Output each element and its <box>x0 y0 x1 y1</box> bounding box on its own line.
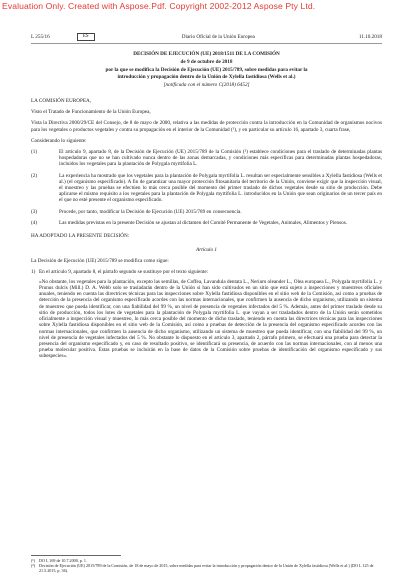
footnote-number: (¹) <box>31 558 35 563</box>
recital-text: El artículo 9, apartado 8, de la Decisión de Ejecución (UE) 2015/789 de la Comisión (²) establece condiciones para el traslado de determinadas plantas hospedadoras que no se han cultivado nunca dentro de las zonas demarcadas, y condiciones más específicas para determinadas plantas hospedadoras, incluidos los vegetales para la plantación de Polygala myrtifolia L. <box>59 149 382 168</box>
adoption-statement: HA ADOPTADO LA PRESENTE DECISIÓN: <box>31 233 130 240</box>
recital-1 <box>31 149 382 168</box>
article-intro: La Decisión de Ejecución (UE) 2015/789 se modifica como sigue: <box>31 258 169 265</box>
commission-heading: LA COMISIÓN EUROPEA, <box>31 98 92 105</box>
amendment-quote: «No obstante, los vegetales para la plantación, excepto las semillas, de Coffea, Lavandula dentata L., Nerium oleander L., Olea europaea L., Polygala myrtifolia L. y Prunus dulcis (Mill.) D. A. Webb solo se trasladarán dentro de la Unión si han sido cultivados en un sitio que está sujeto a inspecciones y muestreos oficiales anuales, teniendo en cuenta las directrices técnicas para las inspecciones sobre Xylella fastidiosa disponibles en el sitio web de la Comisión, así como a pruebas de detección de la presencia del organismo especificado acordes con las normas internacionales, que confirmen la ausencia de dicho organismo, utilizando un sistema de muestreo que pueda identificar, con una fiabilidad del 99 %, un nivel de presencia de vegetales infectados del 5 %. Además, antes del primer traslado desde su sitio de producción, todos los lotes de vegetales para la plantación de Polygala myrtifolia L. que vayan a ser trasladados dentro de la Unión serán sometidos oficialmente a inspección visual y muestreo, lo más cerca posible del momento de dicho traslado, teniendo en cuenta las directrices técnicas para las inspecciones sobre Xylella fastidiosa disponibles en el sitio web de la Comisión, así como a pruebas de detección de la presencia del organismo especificado acordes con las normas internacionales, que confirmen la ausencia de dicho organismo, utilizando un sistema de muestreo que pueda identificar, con una fiabilidad del 99 %, un nivel de presencia de vegetales infectados del 5 %. No obstante lo dispuesto en el artículo 3, apartado 2, párrafo primero, se efectuará una prueba para detectar la presencia del organismo especificado y, en caso de resultado positivo, se identificará su presencia, de acuerdo con las normas internacionales, con al menos una prueba molecular positiva. Estas pruebas se incluirán en la base de datos de la Comisión sobre pruebas de identificación del organismo especificado y sus subespecies». <box>39 278 382 360</box>
footnote-2 <box>31 563 382 573</box>
decision-subject-line-1: por la que se modifica la Decisión de Ejecución (UE) 2015/789, sobre medidas para evitar la <box>105 67 308 74</box>
recital-number: (1) <box>31 149 38 156</box>
recital-text: Las medidas previstas en la presente Decisión se ajustan al dictamen del Comité Permanente de Vegetales, Animales, Alimentos y Piensos. <box>59 219 348 226</box>
recital-number: (4) <box>31 219 38 226</box>
footnotes <box>31 558 382 573</box>
recital-3 <box>31 209 382 215</box>
recital-2 <box>31 173 382 204</box>
recital-number: (2) <box>31 172 38 179</box>
document-body <box>31 49 382 360</box>
header-rule <box>31 43 382 44</box>
considerando-intro: Considerando lo siguiente: <box>31 137 87 144</box>
notification-number: [notificada con el número C(2018) 6452] <box>163 81 250 88</box>
visto-directive: Vista la Directiva 2000/29/CE del Consejo, de 8 de mayo de 2000, relativa a las medidas de protección contra la introducción en la Comunidad de organismos nocivos para los vegetales o productos vegetales y contra su propagación en el interior de la Comunidad (¹), y en particular su artículo 16, apartado 3, cuarta frase, <box>31 120 382 133</box>
footnote-number: (²) <box>31 563 35 568</box>
footnote-text: Decisión de Ejecución (UE) 2015/789 de la Comisión, de 18 de mayo de 2015, sobre medidas para evitar la introducción y propagación dentro de la Unión de Xylella fastidiosa (Wells et al.) (DO L 125 de 21.5.2015, p. 36). <box>39 563 374 573</box>
footnote-text: DO L 169 de 10.7.2000, p. 1. <box>39 558 87 563</box>
amendment-point-1 <box>31 269 382 275</box>
visto-treaty: Visto el Tratado de Funcionamiento de la Unión Europea, <box>31 109 151 116</box>
recital-4 <box>31 220 382 226</box>
journal-header <box>31 32 382 42</box>
point-text: En el artículo 9, apartado 8, el párrafo segundo se sustituye por el texto siguiente: <box>39 268 209 275</box>
decision-date: de 9 de octubre de 2018 <box>180 59 233 66</box>
decision-title: DECISIÓN DE EJECUCIÓN (UE) 2018/1511 DE LA COMISIÓN <box>133 51 280 57</box>
recital-text: Procede, por tanto, modificar la Decisión de Ejecución (UE) 2015/789 en consecuencia. <box>59 208 242 215</box>
language-code: ES <box>77 33 95 41</box>
publication-date: 11.10.2018 <box>358 34 382 40</box>
evaluation-watermark: Evaluation Only. Created with Aspose.Pdf. Copyright 2002-2012 Aspose Pty Ltd. <box>2 1 316 11</box>
decision-subject-line-2: introducción y propagación dentro de la Unión de Xylella fastidiosa (Wells et al.) <box>117 73 296 80</box>
recital-text: La experiencia ha mostrado que los vegetales para la plantación de Polygala myrtifolia L. resultan ser especialmente sensibles a Xylella fastidiosa (Wells et al.) (el organismo especificado). A fin de garantizar una mayor protección fitosanitaria del territorio de la Unión, conviene exigir que la inspección visual, el muestreo y las pruebas se efectúen lo más cerca posible del momento del primer traslado de dichos vegetales desde su sitio de producción. Debe aplicarse el mismo requisito a los vegetales para la plantación de Polygala myrtifolia L. introducidos en la Unión que sean originarios de un tercer país en el que no esté presente el organismo especificado. <box>59 172 382 204</box>
article-title: Artículo 1 <box>196 247 217 254</box>
point-number: 1) <box>31 268 36 275</box>
page-reference: L 255/16 <box>31 34 50 40</box>
footnote-rule <box>31 555 121 556</box>
journal-name: Diario Oficial de la Unión Europea <box>181 34 255 40</box>
recital-number: (3) <box>31 208 38 215</box>
